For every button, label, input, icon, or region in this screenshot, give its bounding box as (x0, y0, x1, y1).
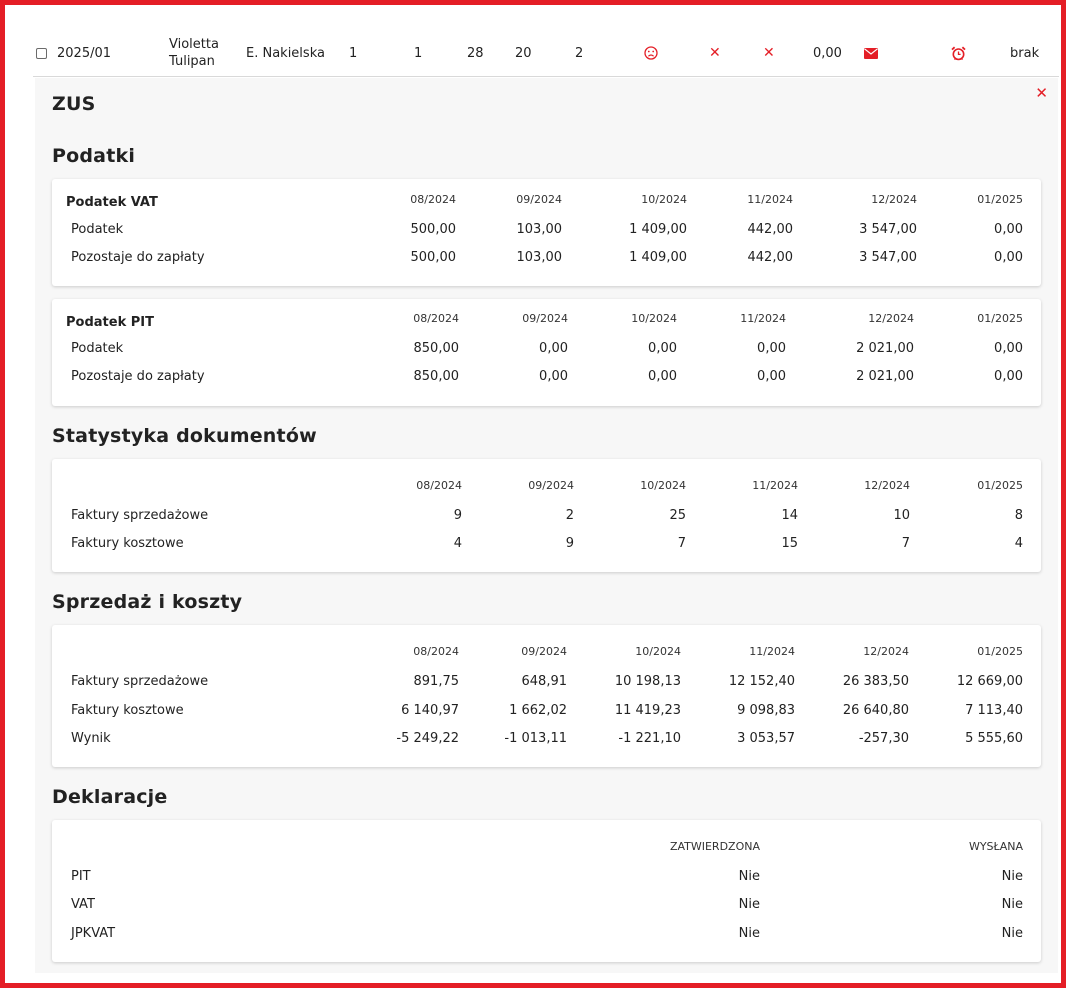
pit-value: 850,00 (413, 369, 459, 384)
stats-value: 25 (669, 508, 686, 523)
stats-value: 2 (565, 508, 574, 523)
pit-value: 0,00 (994, 369, 1023, 384)
pit-value: 0,00 (539, 369, 568, 384)
decl-sent: Nie (1001, 897, 1023, 912)
stats-value: 14 (781, 508, 798, 523)
pit-card (52, 299, 1041, 406)
sales-value: 11 419,23 (614, 703, 681, 718)
client-row[interactable] (33, 29, 1059, 77)
client-name[interactable]: Violetta Tulipan (169, 37, 219, 69)
vat-value: 3 547,00 (859, 222, 917, 237)
sales-value: 12 152,40 (728, 674, 795, 689)
vat-value: 103,00 (516, 222, 562, 237)
vat-month: 12/2024 (871, 193, 917, 206)
vat-value: 500,00 (410, 222, 456, 237)
pit-value: 0,00 (757, 341, 786, 356)
decl-approved: Nie (738, 897, 760, 912)
pit-month: 11/2024 (740, 312, 786, 325)
decl-sent: Nie (1001, 869, 1023, 884)
decl-sent-header: WYSŁANA (968, 840, 1023, 853)
pit-month: 08/2024 (413, 312, 459, 325)
sales-value: 10 198,13 (614, 674, 681, 689)
pit-month: 10/2024 (631, 312, 677, 325)
sales-value: 1 662,02 (509, 703, 567, 718)
stats-value: 4 (453, 536, 462, 551)
status-cell: brak (1010, 45, 1040, 61)
decl-approved: Nie (738, 869, 760, 884)
row-label: JPKVAT (71, 926, 116, 941)
count-cell-5: 2 (575, 45, 584, 61)
sales-month: 09/2024 (521, 645, 567, 658)
pit-row-podatek (52, 341, 1041, 361)
vat-value: 103,00 (516, 250, 562, 265)
sales-month: 08/2024 (413, 645, 459, 658)
vat-month: 08/2024 (410, 193, 456, 206)
sales-month: 01/2025 (977, 645, 1023, 658)
sales-month: 12/2024 (863, 645, 909, 658)
pit-title: Podatek PIT (66, 315, 154, 330)
sales-row-costs (52, 703, 1041, 723)
vat-value: 0,00 (994, 222, 1023, 237)
pit-value: 2 021,00 (856, 369, 914, 384)
stats-title: Statystyka dokumentów (52, 425, 317, 447)
vat-value: 3 547,00 (859, 250, 917, 265)
row-label: Faktury sprzedażowe (71, 674, 209, 689)
row-label: Pozostaje do zapłaty (71, 369, 205, 384)
zus-title: ZUS (52, 93, 96, 115)
decl-row-pit (52, 869, 1041, 889)
vat-value: 0,00 (994, 250, 1023, 265)
stats-month: 12/2024 (864, 479, 910, 492)
stats-value: 7 (901, 536, 910, 551)
stats-header-row (52, 479, 1041, 499)
sales-value: -5 249,22 (396, 731, 459, 746)
stats-value: 8 (1014, 508, 1023, 523)
decl-approved-header: ZATWIERDZONA (669, 840, 760, 853)
decl-card (52, 820, 1041, 962)
stats-month: 01/2025 (977, 479, 1023, 492)
pit-value: 0,00 (994, 341, 1023, 356)
sales-value: -257,30 (858, 731, 909, 746)
pit-value: 2 021,00 (856, 341, 914, 356)
vat-row-pozostaje (52, 250, 1041, 270)
amount-cell: 0,00 (813, 45, 842, 61)
pit-value: 850,00 (413, 341, 459, 356)
pit-value: 0,00 (757, 369, 786, 384)
vat-value: 442,00 (747, 222, 793, 237)
decl-title: Deklaracje (52, 786, 168, 808)
decl-approved: Nie (738, 926, 760, 941)
decl-header-row (52, 840, 1041, 860)
vat-value: 1 409,00 (629, 222, 687, 237)
sales-value: 26 383,50 (842, 674, 909, 689)
details-panel (35, 78, 1058, 973)
vat-month: 10/2024 (641, 193, 687, 206)
stats-value: 4 (1014, 536, 1023, 551)
sales-value: 3 053,57 (737, 731, 795, 746)
pit-month: 09/2024 (522, 312, 568, 325)
decl-row-jpkvat (52, 926, 1041, 946)
vat-month: 11/2024 (747, 193, 793, 206)
vat-month: 09/2024 (516, 193, 562, 206)
stats-value: 7 (677, 536, 686, 551)
stats-month: 09/2024 (528, 479, 574, 492)
row-label: Pozostaje do zapłaty (71, 250, 205, 265)
sales-value: 6 140,97 (401, 703, 459, 718)
pit-row-pozostaje (52, 369, 1041, 389)
row-label: Faktury sprzedażowe (71, 508, 209, 523)
stats-month: 11/2024 (752, 479, 798, 492)
row-label: Podatek (71, 222, 124, 237)
alarm-clock-icon[interactable] (951, 29, 966, 77)
stats-month: 08/2024 (416, 479, 462, 492)
sales-value: -1 221,10 (618, 731, 681, 746)
sales-value: 891,75 (413, 674, 459, 689)
close-icon-2[interactable]: ✕ (763, 45, 775, 61)
vat-month: 01/2025 (977, 193, 1023, 206)
row-label: Faktury kosztowe (71, 703, 184, 718)
count-cell-3: 28 (467, 45, 484, 61)
period-cell: 2025/01 (57, 45, 112, 61)
stats-value: 10 (893, 508, 910, 523)
vat-value: 442,00 (747, 250, 793, 265)
sales-row-result (52, 731, 1041, 751)
stats-value: 9 (565, 536, 574, 551)
sales-value: -1 013,11 (504, 731, 567, 746)
pit-value: 0,00 (648, 341, 677, 356)
row-label: PIT (71, 869, 91, 884)
sales-value: 7 113,40 (965, 703, 1023, 718)
stats-month: 10/2024 (640, 479, 686, 492)
row-label: Wynik (71, 731, 111, 746)
sales-value: 5 555,60 (965, 731, 1023, 746)
sad-face-icon[interactable] (644, 29, 658, 77)
row-label: Podatek (71, 341, 124, 356)
pit-value: 0,00 (539, 341, 568, 356)
close-icon-1[interactable]: ✕ (709, 45, 721, 61)
vat-title: Podatek VAT (66, 195, 158, 210)
sales-value: 12 669,00 (956, 674, 1023, 689)
close-panel-icon[interactable]: ✕ (1035, 84, 1048, 102)
sales-header-row (52, 645, 1041, 665)
decl-row-vat (52, 897, 1041, 917)
stats-row-costs (52, 536, 1041, 556)
stats-row-sales (52, 508, 1041, 528)
accountant-cell: E. Nakielska (246, 45, 325, 61)
row-label: VAT (71, 897, 95, 912)
count-cell-4: 20 (515, 45, 532, 61)
vat-row-podatek (52, 222, 1041, 242)
count-cell-1: 1 (349, 45, 358, 61)
sales-month: 10/2024 (635, 645, 681, 658)
stats-card (52, 459, 1041, 572)
sales-title: Sprzedaż i koszty (52, 591, 243, 613)
count-cell-2: 1 (414, 45, 423, 61)
podatki-title: Podatki (52, 145, 136, 167)
pit-month: 12/2024 (868, 312, 914, 325)
sales-row-sales (52, 674, 1041, 694)
sales-value: 26 640,80 (842, 703, 909, 718)
stats-value: 9 (453, 508, 462, 523)
row-label: Faktury kosztowe (71, 536, 184, 551)
sales-card (52, 625, 1041, 767)
row-checkbox[interactable] (36, 48, 47, 59)
vat-value: 1 409,00 (629, 250, 687, 265)
sales-value: 648,91 (521, 674, 567, 689)
vat-card (52, 179, 1041, 286)
pit-value: 0,00 (648, 369, 677, 384)
row-select[interactable] (36, 29, 47, 77)
pit-header-row (52, 312, 1041, 332)
decl-sent: Nie (1001, 926, 1023, 941)
vat-value: 500,00 (410, 250, 456, 265)
envelope-icon[interactable] (864, 29, 878, 77)
sales-month: 11/2024 (749, 645, 795, 658)
pit-month: 01/2025 (977, 312, 1023, 325)
vat-header-row (52, 193, 1041, 213)
sales-value: 9 098,83 (737, 703, 795, 718)
stats-value: 15 (781, 536, 798, 551)
